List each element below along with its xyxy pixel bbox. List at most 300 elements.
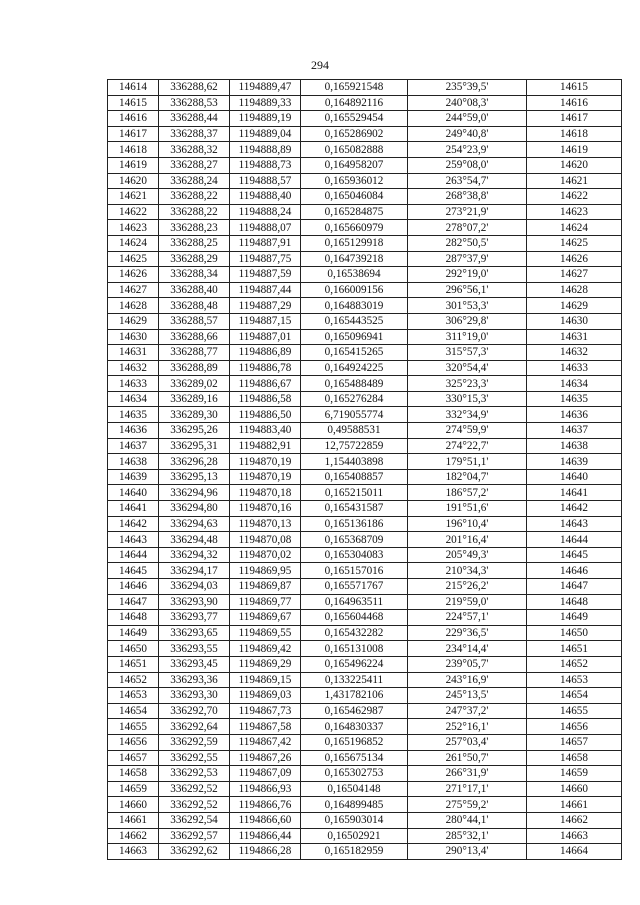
- length-cell: 0,165136186: [301, 516, 408, 532]
- length-cell: 0,165196852: [301, 734, 408, 750]
- point-from-cell: 14660: [108, 797, 159, 813]
- bearing-cell: 186°57,2': [408, 485, 527, 501]
- table-row: [108, 267, 622, 283]
- length-cell: 0,133225411: [301, 672, 408, 688]
- x-coordinate-cell: 336289,30: [159, 407, 230, 423]
- point-from-cell: 14648: [108, 610, 159, 626]
- point-to-cell: 14620: [527, 157, 622, 173]
- point-to-cell: 14651: [527, 641, 622, 657]
- bearing-cell: 311°19,0': [408, 329, 527, 345]
- y-coordinate-cell: 1194887,59: [230, 267, 301, 283]
- table-row: [108, 656, 622, 672]
- point-to-cell: 14626: [527, 251, 622, 267]
- point-to-cell: 14664: [527, 844, 622, 860]
- y-coordinate-cell: 1194888,73: [230, 157, 301, 173]
- x-coordinate-cell: 336288,24: [159, 173, 230, 189]
- point-to-cell: 14652: [527, 656, 622, 672]
- length-cell: 0,165284875: [301, 204, 408, 220]
- x-coordinate-cell: 336288,53: [159, 95, 230, 111]
- y-coordinate-cell: 1194886,50: [230, 407, 301, 423]
- point-to-cell: 14663: [527, 828, 622, 844]
- bearing-cell: 278°07,2': [408, 220, 527, 236]
- point-from-cell: 14643: [108, 532, 159, 548]
- table-row: [108, 282, 622, 298]
- point-to-cell: 14616: [527, 95, 622, 111]
- point-from-cell: 14649: [108, 625, 159, 641]
- length-cell: 0,165415265: [301, 345, 408, 361]
- y-coordinate-cell: 1194887,01: [230, 329, 301, 345]
- coordinates-table-body: [108, 80, 622, 860]
- bearing-cell: 257°03,4': [408, 734, 527, 750]
- x-coordinate-cell: 336288,66: [159, 329, 230, 345]
- point-to-cell: 14628: [527, 282, 622, 298]
- length-cell: 0,164924225: [301, 360, 408, 376]
- point-to-cell: 14653: [527, 672, 622, 688]
- point-from-cell: 14656: [108, 734, 159, 750]
- y-coordinate-cell: 1194889,19: [230, 111, 301, 127]
- bearing-cell: 234°14,4': [408, 641, 527, 657]
- point-from-cell: 14625: [108, 251, 159, 267]
- x-coordinate-cell: 336293,65: [159, 625, 230, 641]
- bearing-cell: 325°23,3': [408, 376, 527, 392]
- table-row: [108, 111, 622, 127]
- point-from-cell: 14654: [108, 703, 159, 719]
- point-to-cell: 14631: [527, 329, 622, 345]
- point-to-cell: 14647: [527, 579, 622, 595]
- y-coordinate-cell: 1194888,24: [230, 204, 301, 220]
- point-from-cell: 14626: [108, 267, 159, 283]
- length-cell: 0,165431587: [301, 501, 408, 517]
- table-row: [108, 126, 622, 142]
- x-coordinate-cell: 336288,29: [159, 251, 230, 267]
- point-to-cell: 14660: [527, 781, 622, 797]
- point-from-cell: 14627: [108, 282, 159, 298]
- point-to-cell: 14624: [527, 220, 622, 236]
- point-from-cell: 14624: [108, 235, 159, 251]
- length-cell: 1,431782106: [301, 688, 408, 704]
- bearing-cell: 215°26,2': [408, 579, 527, 595]
- length-cell: 0,165571767: [301, 579, 408, 595]
- y-coordinate-cell: 1194887,15: [230, 313, 301, 329]
- table-row: [108, 672, 622, 688]
- table-row: [108, 469, 622, 485]
- y-coordinate-cell: 1194866,76: [230, 797, 301, 813]
- point-to-cell: 14619: [527, 142, 622, 158]
- y-coordinate-cell: 1194870,08: [230, 532, 301, 548]
- point-to-cell: 14662: [527, 812, 622, 828]
- x-coordinate-cell: 336288,37: [159, 126, 230, 142]
- table-row: [108, 329, 622, 345]
- bearing-cell: 290°13,4': [408, 844, 527, 860]
- bearing-cell: 296°56,1': [408, 282, 527, 298]
- bearing-cell: 320°54,4': [408, 360, 527, 376]
- table-row: [108, 750, 622, 766]
- x-coordinate-cell: 336294,17: [159, 563, 230, 579]
- point-from-cell: 14651: [108, 656, 159, 672]
- bearing-cell: 315°57,3': [408, 345, 527, 361]
- y-coordinate-cell: 1194870,19: [230, 454, 301, 470]
- point-to-cell: 14622: [527, 189, 622, 205]
- table-row: [108, 688, 622, 704]
- length-cell: 0,164830337: [301, 719, 408, 735]
- x-coordinate-cell: 336292,52: [159, 797, 230, 813]
- x-coordinate-cell: 336292,70: [159, 703, 230, 719]
- y-coordinate-cell: 1194888,07: [230, 220, 301, 236]
- y-coordinate-cell: 1194886,58: [230, 391, 301, 407]
- length-cell: 0,165604468: [301, 610, 408, 626]
- x-coordinate-cell: 336293,90: [159, 594, 230, 610]
- table-row: [108, 157, 622, 173]
- y-coordinate-cell: 1194867,09: [230, 766, 301, 782]
- length-cell: 0,165082888: [301, 142, 408, 158]
- length-cell: 0,165046084: [301, 189, 408, 205]
- point-from-cell: 14661: [108, 812, 159, 828]
- length-cell: 0,165443525: [301, 313, 408, 329]
- bearing-cell: 247°37,2': [408, 703, 527, 719]
- y-coordinate-cell: 1194889,33: [230, 95, 301, 111]
- bearing-cell: 191°51,6': [408, 501, 527, 517]
- table-row: [108, 734, 622, 750]
- table-row: [108, 844, 622, 860]
- point-to-cell: 14623: [527, 204, 622, 220]
- point-from-cell: 14630: [108, 329, 159, 345]
- table-row: [108, 812, 622, 828]
- bearing-cell: 282°50,5': [408, 235, 527, 251]
- table-row: [108, 485, 622, 501]
- x-coordinate-cell: 336289,16: [159, 391, 230, 407]
- table-row: [108, 345, 622, 361]
- point-to-cell: 14649: [527, 610, 622, 626]
- table-row: [108, 189, 622, 205]
- point-from-cell: 14657: [108, 750, 159, 766]
- bearing-cell: 179°51,1': [408, 454, 527, 470]
- x-coordinate-cell: 336292,59: [159, 734, 230, 750]
- y-coordinate-cell: 1194888,89: [230, 142, 301, 158]
- point-from-cell: 14645: [108, 563, 159, 579]
- y-coordinate-cell: 1194866,93: [230, 781, 301, 797]
- bearing-cell: 285°32,1': [408, 828, 527, 844]
- x-coordinate-cell: 336294,80: [159, 501, 230, 517]
- table-row: [108, 438, 622, 454]
- length-cell: 0,165157016: [301, 563, 408, 579]
- bearing-cell: 292°19,0': [408, 267, 527, 283]
- x-coordinate-cell: 336295,13: [159, 469, 230, 485]
- point-to-cell: 14659: [527, 766, 622, 782]
- table-row: [108, 235, 622, 251]
- x-coordinate-cell: 336288,62: [159, 80, 230, 96]
- length-cell: 0,165096941: [301, 329, 408, 345]
- bearing-cell: 274°59,9': [408, 423, 527, 439]
- bearing-cell: 224°57,1': [408, 610, 527, 626]
- x-coordinate-cell: 336293,36: [159, 672, 230, 688]
- length-cell: 0,164899485: [301, 797, 408, 813]
- y-coordinate-cell: 1194869,03: [230, 688, 301, 704]
- bearing-cell: 273°21,9': [408, 204, 527, 220]
- bearing-cell: 243°16,9': [408, 672, 527, 688]
- point-from-cell: 14662: [108, 828, 159, 844]
- point-from-cell: 14616: [108, 111, 159, 127]
- length-cell: 0,164963511: [301, 594, 408, 610]
- x-coordinate-cell: 336288,40: [159, 282, 230, 298]
- table-row: [108, 594, 622, 610]
- length-cell: 0,164958207: [301, 157, 408, 173]
- point-from-cell: 14637: [108, 438, 159, 454]
- x-coordinate-cell: 336289,02: [159, 376, 230, 392]
- table-row: [108, 610, 622, 626]
- length-cell: 0,165276284: [301, 391, 408, 407]
- table-row: [108, 95, 622, 111]
- point-to-cell: 14636: [527, 407, 622, 423]
- x-coordinate-cell: 336294,32: [159, 547, 230, 563]
- point-from-cell: 14655: [108, 719, 159, 735]
- y-coordinate-cell: 1194869,55: [230, 625, 301, 641]
- bearing-cell: 254°23,9': [408, 142, 527, 158]
- point-to-cell: 14650: [527, 625, 622, 641]
- table-row: [108, 579, 622, 595]
- bearing-cell: 280°44,1': [408, 812, 527, 828]
- point-to-cell: 14630: [527, 313, 622, 329]
- table-row: [108, 454, 622, 470]
- point-to-cell: 14642: [527, 501, 622, 517]
- table-row: [108, 703, 622, 719]
- x-coordinate-cell: 336293,55: [159, 641, 230, 657]
- y-coordinate-cell: 1194870,02: [230, 547, 301, 563]
- x-coordinate-cell: 336295,31: [159, 438, 230, 454]
- y-coordinate-cell: 1194886,78: [230, 360, 301, 376]
- x-coordinate-cell: 336292,55: [159, 750, 230, 766]
- bearing-cell: 210°34,3': [408, 563, 527, 579]
- point-to-cell: 14639: [527, 454, 622, 470]
- length-cell: 0,165488489: [301, 376, 408, 392]
- y-coordinate-cell: 1194887,91: [230, 235, 301, 251]
- y-coordinate-cell: 1194866,60: [230, 812, 301, 828]
- x-coordinate-cell: 336288,27: [159, 157, 230, 173]
- x-coordinate-cell: 336288,57: [159, 313, 230, 329]
- table-row: [108, 532, 622, 548]
- length-cell: 0,165660979: [301, 220, 408, 236]
- point-to-cell: 14633: [527, 360, 622, 376]
- point-to-cell: 14645: [527, 547, 622, 563]
- point-from-cell: 14659: [108, 781, 159, 797]
- point-to-cell: 14617: [527, 111, 622, 127]
- x-coordinate-cell: 336292,54: [159, 812, 230, 828]
- x-coordinate-cell: 336288,48: [159, 298, 230, 314]
- point-from-cell: 14621: [108, 189, 159, 205]
- point-from-cell: 14632: [108, 360, 159, 376]
- length-cell: 6,719055774: [301, 407, 408, 423]
- length-cell: 0,165462987: [301, 703, 408, 719]
- point-from-cell: 14615: [108, 95, 159, 111]
- table-row: [108, 376, 622, 392]
- bearing-cell: 301°53,3': [408, 298, 527, 314]
- point-from-cell: 14619: [108, 157, 159, 173]
- length-cell: 0,16504148: [301, 781, 408, 797]
- table-row: [108, 204, 622, 220]
- point-from-cell: 14650: [108, 641, 159, 657]
- point-to-cell: 14621: [527, 173, 622, 189]
- x-coordinate-cell: 336288,44: [159, 111, 230, 127]
- point-to-cell: 14648: [527, 594, 622, 610]
- length-cell: 0,16502921: [301, 828, 408, 844]
- point-from-cell: 14617: [108, 126, 159, 142]
- x-coordinate-cell: 336293,30: [159, 688, 230, 704]
- y-coordinate-cell: 1194889,04: [230, 126, 301, 142]
- y-coordinate-cell: 1194886,89: [230, 345, 301, 361]
- y-coordinate-cell: 1194888,40: [230, 189, 301, 205]
- x-coordinate-cell: 336294,03: [159, 579, 230, 595]
- table-row: [108, 80, 622, 96]
- point-to-cell: 14661: [527, 797, 622, 813]
- bearing-cell: 275°59,2': [408, 797, 527, 813]
- length-cell: 0,165129918: [301, 235, 408, 251]
- point-to-cell: 14627: [527, 267, 622, 283]
- point-from-cell: 14647: [108, 594, 159, 610]
- y-coordinate-cell: 1194886,67: [230, 376, 301, 392]
- x-coordinate-cell: 336292,64: [159, 719, 230, 735]
- point-from-cell: 14634: [108, 391, 159, 407]
- length-cell: 0,165215011: [301, 485, 408, 501]
- x-coordinate-cell: 336292,62: [159, 844, 230, 860]
- y-coordinate-cell: 1194870,16: [230, 501, 301, 517]
- bearing-cell: 249°40,8': [408, 126, 527, 142]
- x-coordinate-cell: 336288,22: [159, 204, 230, 220]
- table-row: [108, 173, 622, 189]
- x-coordinate-cell: 336293,45: [159, 656, 230, 672]
- length-cell: 12,75722859: [301, 438, 408, 454]
- table-row: [108, 547, 622, 563]
- table-row: [108, 298, 622, 314]
- y-coordinate-cell: 1194887,44: [230, 282, 301, 298]
- length-cell: 0,165496224: [301, 656, 408, 672]
- table-row: [108, 501, 622, 517]
- table-row: [108, 360, 622, 376]
- bearing-cell: 306°29,8': [408, 313, 527, 329]
- point-to-cell: 14638: [527, 438, 622, 454]
- page-number: 294: [311, 58, 329, 72]
- point-from-cell: 14653: [108, 688, 159, 704]
- table-row: [108, 313, 622, 329]
- y-coordinate-cell: 1194867,42: [230, 734, 301, 750]
- y-coordinate-cell: 1194869,42: [230, 641, 301, 657]
- point-from-cell: 14646: [108, 579, 159, 595]
- point-from-cell: 14629: [108, 313, 159, 329]
- y-coordinate-cell: 1194887,75: [230, 251, 301, 267]
- x-coordinate-cell: 336293,77: [159, 610, 230, 626]
- length-cell: 0,165182959: [301, 844, 408, 860]
- length-cell: 0,165302753: [301, 766, 408, 782]
- y-coordinate-cell: 1194866,28: [230, 844, 301, 860]
- y-coordinate-cell: 1194869,87: [230, 579, 301, 595]
- bearing-cell: 205°49,3': [408, 547, 527, 563]
- x-coordinate-cell: 336288,77: [159, 345, 230, 361]
- bearing-cell: 263°54,7': [408, 173, 527, 189]
- length-cell: 0,165903014: [301, 812, 408, 828]
- bearing-cell: 201°16,4': [408, 532, 527, 548]
- table-row: [108, 407, 622, 423]
- y-coordinate-cell: 1194869,67: [230, 610, 301, 626]
- bearing-cell: 239°05,7': [408, 656, 527, 672]
- bearing-cell: 287°37,9': [408, 251, 527, 267]
- x-coordinate-cell: 336294,48: [159, 532, 230, 548]
- bearing-cell: 196°10,4': [408, 516, 527, 532]
- point-to-cell: 14629: [527, 298, 622, 314]
- x-coordinate-cell: 336288,22: [159, 189, 230, 205]
- bearing-cell: 266°31,9': [408, 766, 527, 782]
- x-coordinate-cell: 336294,96: [159, 485, 230, 501]
- length-cell: 0,165936012: [301, 173, 408, 189]
- table-row: [108, 391, 622, 407]
- point-to-cell: 14635: [527, 391, 622, 407]
- point-from-cell: 14631: [108, 345, 159, 361]
- point-to-cell: 14658: [527, 750, 622, 766]
- bearing-cell: 245°13,5': [408, 688, 527, 704]
- length-cell: 0,164883019: [301, 298, 408, 314]
- point-from-cell: 14622: [108, 204, 159, 220]
- x-coordinate-cell: 336288,23: [159, 220, 230, 236]
- y-coordinate-cell: 1194870,19: [230, 469, 301, 485]
- y-coordinate-cell: 1194869,95: [230, 563, 301, 579]
- point-to-cell: 14641: [527, 485, 622, 501]
- y-coordinate-cell: 1194869,29: [230, 656, 301, 672]
- y-coordinate-cell: 1194867,26: [230, 750, 301, 766]
- table-row: [108, 797, 622, 813]
- table-row: [108, 719, 622, 735]
- table-row: [108, 516, 622, 532]
- table-row: [108, 625, 622, 641]
- length-cell: 0,165529454: [301, 111, 408, 127]
- x-coordinate-cell: 336296,28: [159, 454, 230, 470]
- length-cell: 0,165304083: [301, 547, 408, 563]
- point-from-cell: 14636: [108, 423, 159, 439]
- bearing-cell: 332°34,9': [408, 407, 527, 423]
- point-from-cell: 14618: [108, 142, 159, 158]
- length-cell: 1,154403898: [301, 454, 408, 470]
- bearing-cell: 219°59,0': [408, 594, 527, 610]
- y-coordinate-cell: 1194889,47: [230, 80, 301, 96]
- bearing-cell: 244°59,0': [408, 111, 527, 127]
- point-to-cell: 14625: [527, 235, 622, 251]
- bearing-cell: 271°17,1': [408, 781, 527, 797]
- y-coordinate-cell: 1194869,77: [230, 594, 301, 610]
- y-coordinate-cell: 1194882,91: [230, 438, 301, 454]
- bearing-cell: 252°16,1': [408, 719, 527, 735]
- point-to-cell: 14632: [527, 345, 622, 361]
- length-cell: 0,165286902: [301, 126, 408, 142]
- point-to-cell: 14655: [527, 703, 622, 719]
- table-row: [108, 251, 622, 267]
- bearing-cell: 274°22,7': [408, 438, 527, 454]
- point-from-cell: 14639: [108, 469, 159, 485]
- bearing-cell: 240°08,3': [408, 95, 527, 111]
- point-to-cell: 14634: [527, 376, 622, 392]
- point-to-cell: 14643: [527, 516, 622, 532]
- point-from-cell: 14642: [108, 516, 159, 532]
- point-from-cell: 14614: [108, 80, 159, 96]
- length-cell: 0,165131008: [301, 641, 408, 657]
- y-coordinate-cell: 1194870,13: [230, 516, 301, 532]
- length-cell: 0,166009156: [301, 282, 408, 298]
- y-coordinate-cell: 1194870,18: [230, 485, 301, 501]
- y-coordinate-cell: 1194883,40: [230, 423, 301, 439]
- length-cell: 0,165368709: [301, 532, 408, 548]
- table-row: [108, 641, 622, 657]
- table-row: [108, 828, 622, 844]
- x-coordinate-cell: 336292,52: [159, 781, 230, 797]
- point-to-cell: 14657: [527, 734, 622, 750]
- length-cell: 0,164739218: [301, 251, 408, 267]
- table-row: [108, 563, 622, 579]
- point-from-cell: 14635: [108, 407, 159, 423]
